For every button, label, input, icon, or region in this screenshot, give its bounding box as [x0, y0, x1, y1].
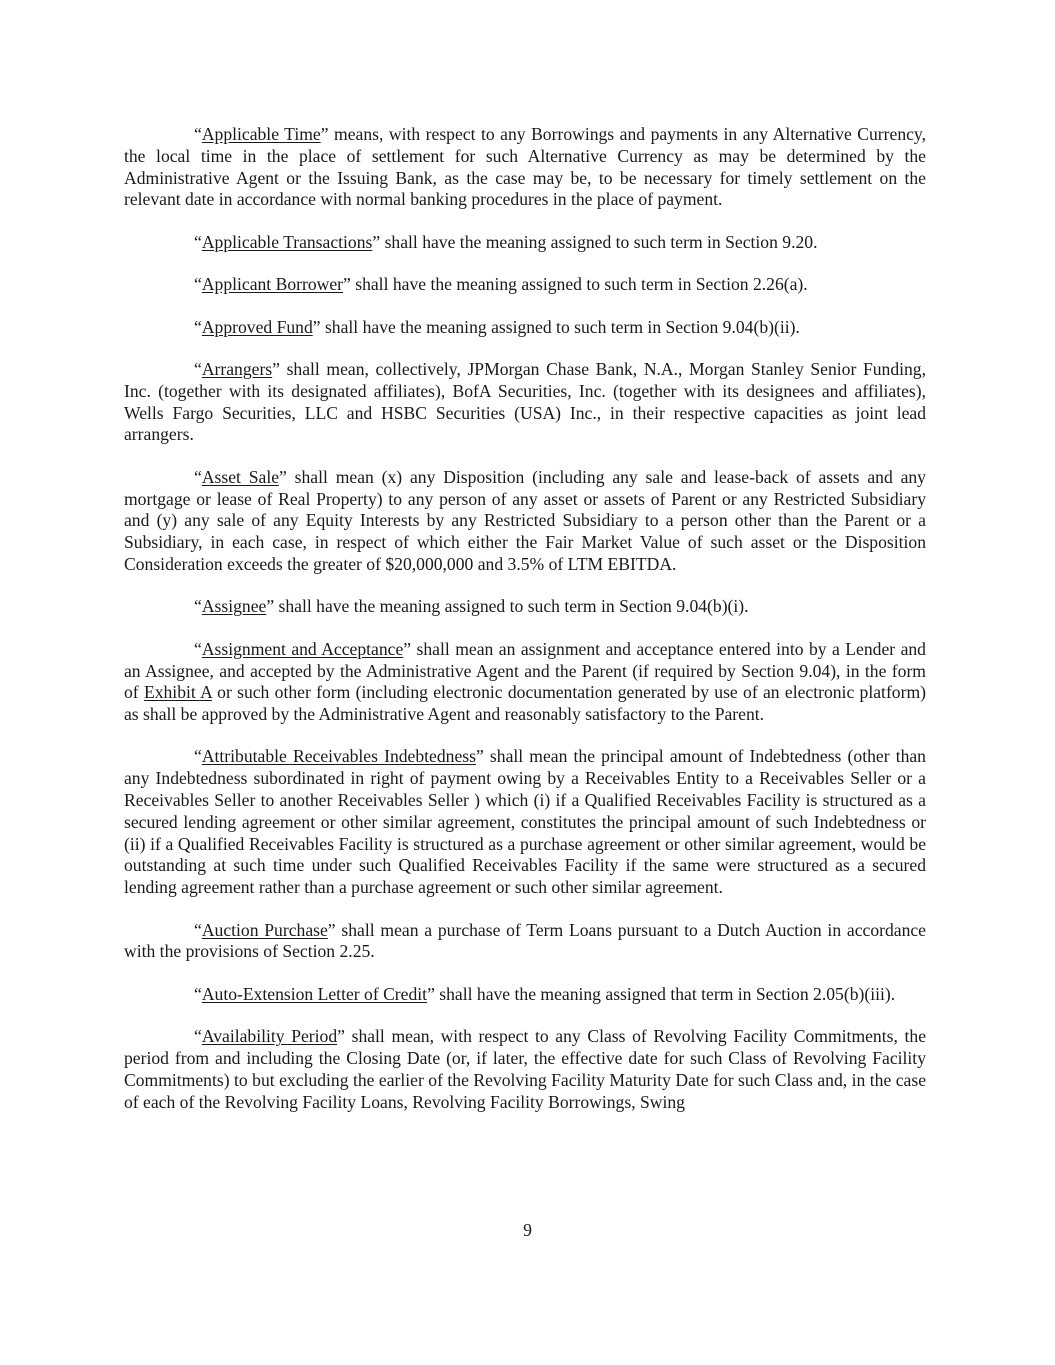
defined-term: Availability Period [201, 1026, 338, 1047]
defined-term: Applicant Borrower [201, 274, 344, 295]
defined-term: Assignee [201, 596, 267, 617]
defined-term: Applicable Time [201, 124, 321, 144]
defined-term: Auction Purchase [201, 919, 328, 940]
definition-text: ” shall mean a purchase of Term Loans pursuant to a Dutch Auction in accordance with the provisions of Section 2.25. [124, 919, 926, 962]
definition-approved-fund: “Approved Fund” shall have the meaning assigned to such term in Section 9.04(b)(ii). [194, 316, 800, 337]
definition-assignment-and-acceptance: “Assignment and Acceptance” shall mean an assignment and acceptance entered into by a Lender and an Assignee, and accepted by the Administrative Agent and the Parent (if required by Section 9.04), in the form of Exhibit A or such other form (including electronic documentation generated by use of an electronic platform) as shall be approved by the Administrative Agent and reasonably satisfactory to the Parent. [124, 638, 926, 725]
definition-text: ” shall have the meaning assigned to such term in Section 9.04(b)(ii). [312, 316, 800, 337]
definition-auto-extension-letter-of-credit: “Auto-Extension Letter of Credit” shall have the meaning assigned that term in Section 2.05(b)(iii). [194, 983, 896, 1004]
definition-text: ” shall mean, collectively, JPMorgan Chase Bank, N.A., Morgan Stanley Senior Funding, Inc. (together with its designated affiliates), BofA Securities, Inc. (together with its designees and affiliates), Wells Fargo Securities, LLC and HSBC Securities (USA) Inc., in their respective capacities as joint lead arrangers. [124, 358, 926, 445]
definition-availability-period: “Availability Period” shall mean, with respect to any Class of Revolving Facility Commitments, the period from and including the Closing Date (or, if later, the effective date for such Class of Revolving Facility Commitments) to but excluding the earlier of the Revolving Facility Maturity Date for such Class and, in the case of each of the Revolving Facility Loans, Revolving Facility Borrowings, Swing [124, 1026, 927, 1112]
definition-text: ” shall mean an assignment and acceptance entered into by a Lender and an Assignee, and accepted by the Administrative Agent and the Parent (if required by Section 9.04), in the form of [124, 638, 926, 703]
definition-asset-sale: “Asset Sale” shall mean (x) any Disposition (including any sale and lease-back of assets and any mortgage or lease of Real Property) to any person of any asset or assets of Parent or any Restricted Subsidiary and (y) any sale of any Equity Interests by any Restricted Subsidiary to a person other than the Parent or a Subsidiary, in each case, in respect of which either the Fair Market Value of such asset or the Disposition Consideration exceeds the greater of $20,000,000 and 3.5% of LTM EBITDA. [124, 466, 926, 574]
definition-applicable-transactions: “Applicable Transactions” shall have the meaning assigned to such term in Section 9.20. [194, 231, 818, 252]
definition-text: ” shall mean, with respect to any Class of Revolving Facility Commitments, the period from and including the Closing Date (or, if later, the effective date for such Class of Revolving Facility Commitments) to but excluding the earlier of the Revolving Facility Maturity Date for such Class and, in the case of each of the Revolving Facility Loans, Revolving Facility Borrowings, Swing [124, 1026, 927, 1112]
definition-text: ” means, with respect to any Borrowings and payments in any Alternative Currency, the local time in the place of settlement for such Alternative Currency as may be determined by the Administrative Agent or the Issuing Bank, as the case may be, to be necessary for timely settlement on the relevant date in accordance with normal banking procedures in the place of payment. [124, 124, 926, 210]
definition-text: ” shall have the meaning assigned that term in Section 2.05(b)(iii). [427, 983, 896, 1004]
definition-auction-purchase: “Auction Purchase” shall mean a purchase of Term Loans pursuant to a Dutch Auction in accordance with the provisions of Section 2.25. [124, 919, 926, 962]
defined-term: Applicable Transactions [201, 231, 373, 252]
definition-text-continued: or such other form (including electronic documentation generated by use of an electronic platform) as shall be approved by the Administrative Agent and reasonably satisfactory to the Parent. [124, 682, 926, 725]
definition-text: ” shall have the meaning assigned to such term in Section 9.20. [372, 231, 818, 252]
defined-term: Attributable Receivables Indebtedness [201, 746, 476, 767]
exhibit-reference-link[interactable]: Exhibit A [143, 682, 212, 703]
definition-attributable-receivables-indebtedness: “Attributable Receivables Indebtedness” shall mean the principal amount of Indebtedness (other than any Indebtedness subordinated in right of payment owing by a Receivables Entity to a Receivables Seller or a Receivables Seller to another Receivables Seller ) which (i) if a Qualified Receivables Facility is structured as a secured lending agreement or other similar agreement, constitutes the principal amount of such Indebtedness or (ii) if a Qualified Receivables Facility is structured as a purchase agreement or other similar agreement, would be outstanding at such time under such Qualified Receivables Facility if the same were structured as a secured lending agreement rather than a purchase agreement or such other similar agreement. [124, 746, 926, 898]
page-number: 9 [523, 1220, 532, 1240]
definition-text: ” shall mean the principal amount of Indebtedness (other than any Indebtedness subordinated in right of payment owing by a Receivables Entity to a Receivables Seller or a Receivables Seller to another Receivables Seller ) which (i) if a Qualified Receivables Facility is structured as a secured lending agreement or other similar agreement, constitutes the principal amount of such Indebtedness or (ii) if a Qualified Receivables Facility is structured as a purchase agreement or other similar agreement, would be outstanding at such time under such Qualified Receivables Facility if the same were structured as a secured lending agreement rather than a purchase agreement or such other similar agreement. [124, 746, 926, 898]
defined-term: Asset Sale [201, 466, 280, 487]
definition-text: ” shall have the meaning assigned to such term in Section 9.04(b)(i). [266, 596, 749, 617]
definitions-body [124, 124, 926, 1134]
defined-term: Approved Fund [201, 316, 313, 337]
defined-term: Auto-Extension Letter of Credit [201, 983, 428, 1004]
definition-applicable-time: “Applicable Time” means, with respect to any Borrowings and payments in any Alternative Currency, the local time in the place of settlement for such Alternative Currency as may be determined by the Administrative Agent or the Issuing Bank, as the case may be, to be necessary for timely settlement on the relevant date in accordance with normal banking procedures in the place of payment. [124, 124, 926, 210]
definition-text: ” shall have the meaning assigned to such term in Section 2.26(a). [343, 274, 808, 295]
definition-assignee: “Assignee” shall have the meaning assigned to such term in Section 9.04(b)(i). [194, 596, 749, 617]
definition-applicant-borrower: “Applicant Borrower” shall have the meaning assigned to such term in Section 2.26(a). [194, 274, 808, 295]
defined-term: Assignment and Acceptance [201, 638, 404, 659]
definition-arrangers: “Arrangers” shall mean, collectively, JPMorgan Chase Bank, N.A., Morgan Stanley Senior Funding, Inc. (together with its designated affiliates), BofA Securities, Inc. (together with its designees and affiliates), Wells Fargo Securities, LLC and HSBC Securities (USA) Inc., in their respective capacities as joint lead arrangers. [124, 358, 926, 445]
defined-term: Arrangers [201, 358, 273, 379]
definition-text: ” shall mean (x) any Disposition (including any sale and lease-back of assets and any mortgage or lease of Real Property) to any person of any asset or assets of Parent or any Restricted Subsidiary and (y) any sale of any Equity Interests by any Restricted Subsidiary to a person other than the Parent or a Subsidiary, in each case, in respect of which either the Fair Market Value of such asset or the Disposition Consideration exceeds the greater of $20,000,000 and 3.5% of LTM EBITDA. [124, 466, 926, 574]
